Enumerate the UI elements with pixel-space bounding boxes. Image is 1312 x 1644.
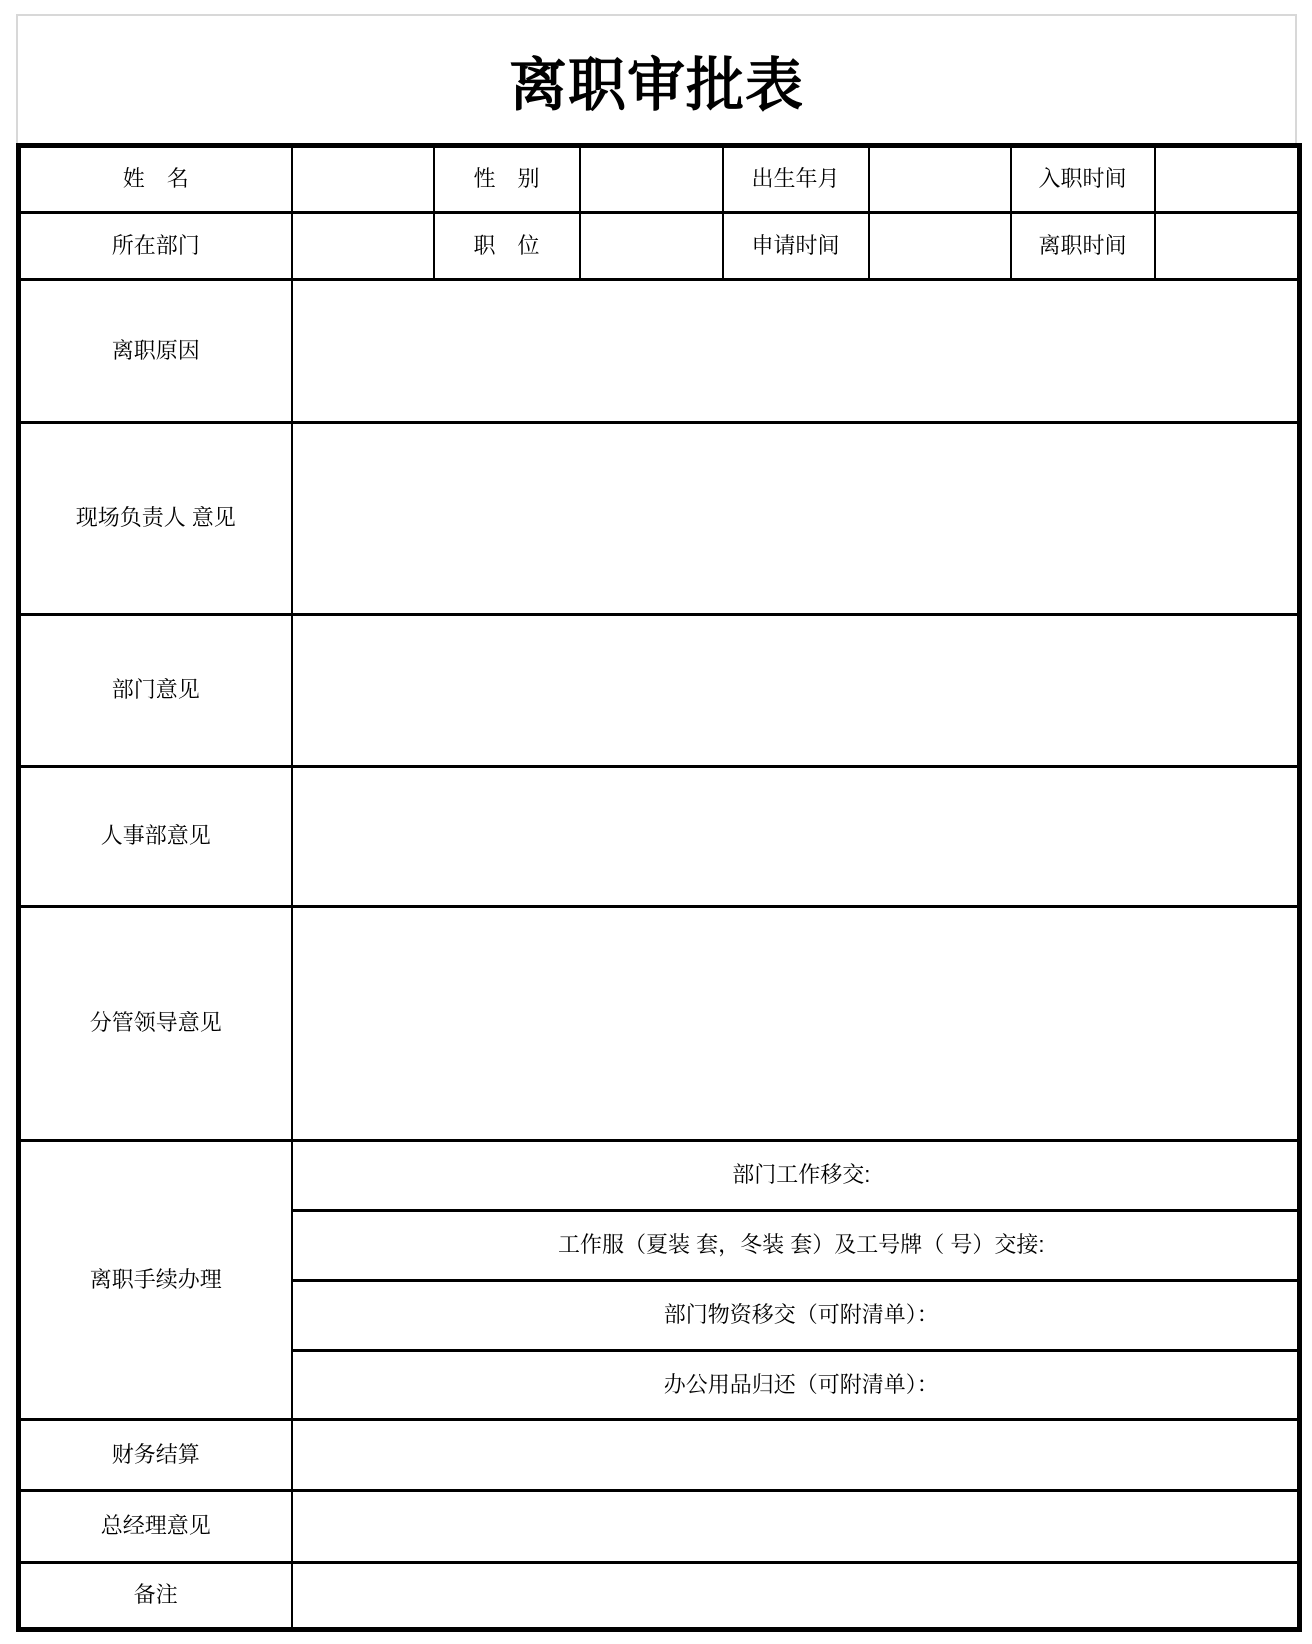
- gm-opinion-row: [19, 1491, 1300, 1563]
- apply-date-value[interactable]: [869, 213, 1011, 280]
- finance-settlement-row: [19, 1420, 1300, 1491]
- form-title-block: [16, 14, 1297, 143]
- site-supervisor-opinion-value[interactable]: [292, 423, 1300, 615]
- birth-date-label: 出生年月: [723, 146, 869, 213]
- finance-settlement-value[interactable]: [292, 1420, 1300, 1491]
- remarks-value[interactable]: [292, 1563, 1300, 1630]
- resignation-reason-label: 离职原因: [19, 280, 292, 423]
- site-supervisor-opinion-row: [19, 423, 1300, 615]
- department-label: 所在部门: [19, 213, 292, 280]
- gm-opinion-value[interactable]: [292, 1491, 1300, 1563]
- department-opinion-label: 部门意见: [19, 615, 292, 767]
- hr-opinion-row: [19, 767, 1300, 907]
- procedure-work-handover[interactable]: 部门工作移交:: [292, 1141, 1300, 1211]
- remarks-row: [19, 1563, 1300, 1630]
- leader-opinion-value[interactable]: [292, 907, 1300, 1141]
- hr-opinion-label: 人事部意见: [19, 767, 292, 907]
- gm-opinion-label: 总经理意见: [19, 1491, 292, 1563]
- procedure-office-supplies-return[interactable]: 办公用品归还（可附清单）：: [292, 1351, 1300, 1420]
- leader-opinion-label: 分管领导意见: [19, 907, 292, 1141]
- finance-settlement-label: 财务结算: [19, 1420, 292, 1491]
- header-row-1: [19, 146, 1300, 213]
- name-value[interactable]: [292, 146, 434, 213]
- department-value[interactable]: [292, 213, 434, 280]
- header-row-2: [19, 213, 1300, 280]
- department-opinion-value[interactable]: [292, 615, 1300, 767]
- leader-opinion-row: [19, 907, 1300, 1141]
- page-title: 离职审批表: [508, 52, 804, 118]
- department-opinion-row: [19, 615, 1300, 767]
- hire-date-label: 入职时间: [1011, 146, 1155, 213]
- remarks-label: 备注: [19, 1563, 292, 1630]
- hire-date-value[interactable]: [1155, 146, 1300, 213]
- resignation-form-document: [16, 14, 1297, 1632]
- leave-date-label: 离职时间: [1011, 213, 1155, 280]
- resignation-reason-value[interactable]: [292, 280, 1300, 423]
- procedures-row-1: [19, 1141, 1300, 1211]
- birth-date-value[interactable]: [869, 146, 1011, 213]
- position-value[interactable]: [580, 213, 723, 280]
- position-label: 职 位: [434, 213, 580, 280]
- apply-date-label: 申请时间: [723, 213, 869, 280]
- resignation-reason-row: [19, 280, 1300, 423]
- leave-date-value[interactable]: [1155, 213, 1300, 280]
- site-supervisor-opinion-label: 现场负责人 意见: [19, 423, 292, 615]
- gender-value[interactable]: [580, 146, 723, 213]
- procedures-label: 离职手续办理: [19, 1141, 292, 1420]
- resignation-form-table: [16, 143, 1302, 1632]
- gender-label: 性 别: [434, 146, 580, 213]
- hr-opinion-value[interactable]: [292, 767, 1300, 907]
- procedure-uniform-badge-handover[interactable]: 工作服（夏装 套，冬装 套）及工号牌（ 号）交接:: [292, 1211, 1300, 1281]
- name-label: 姓 名: [19, 146, 292, 213]
- procedure-materials-handover[interactable]: 部门物资移交（可附清单）：: [292, 1281, 1300, 1351]
